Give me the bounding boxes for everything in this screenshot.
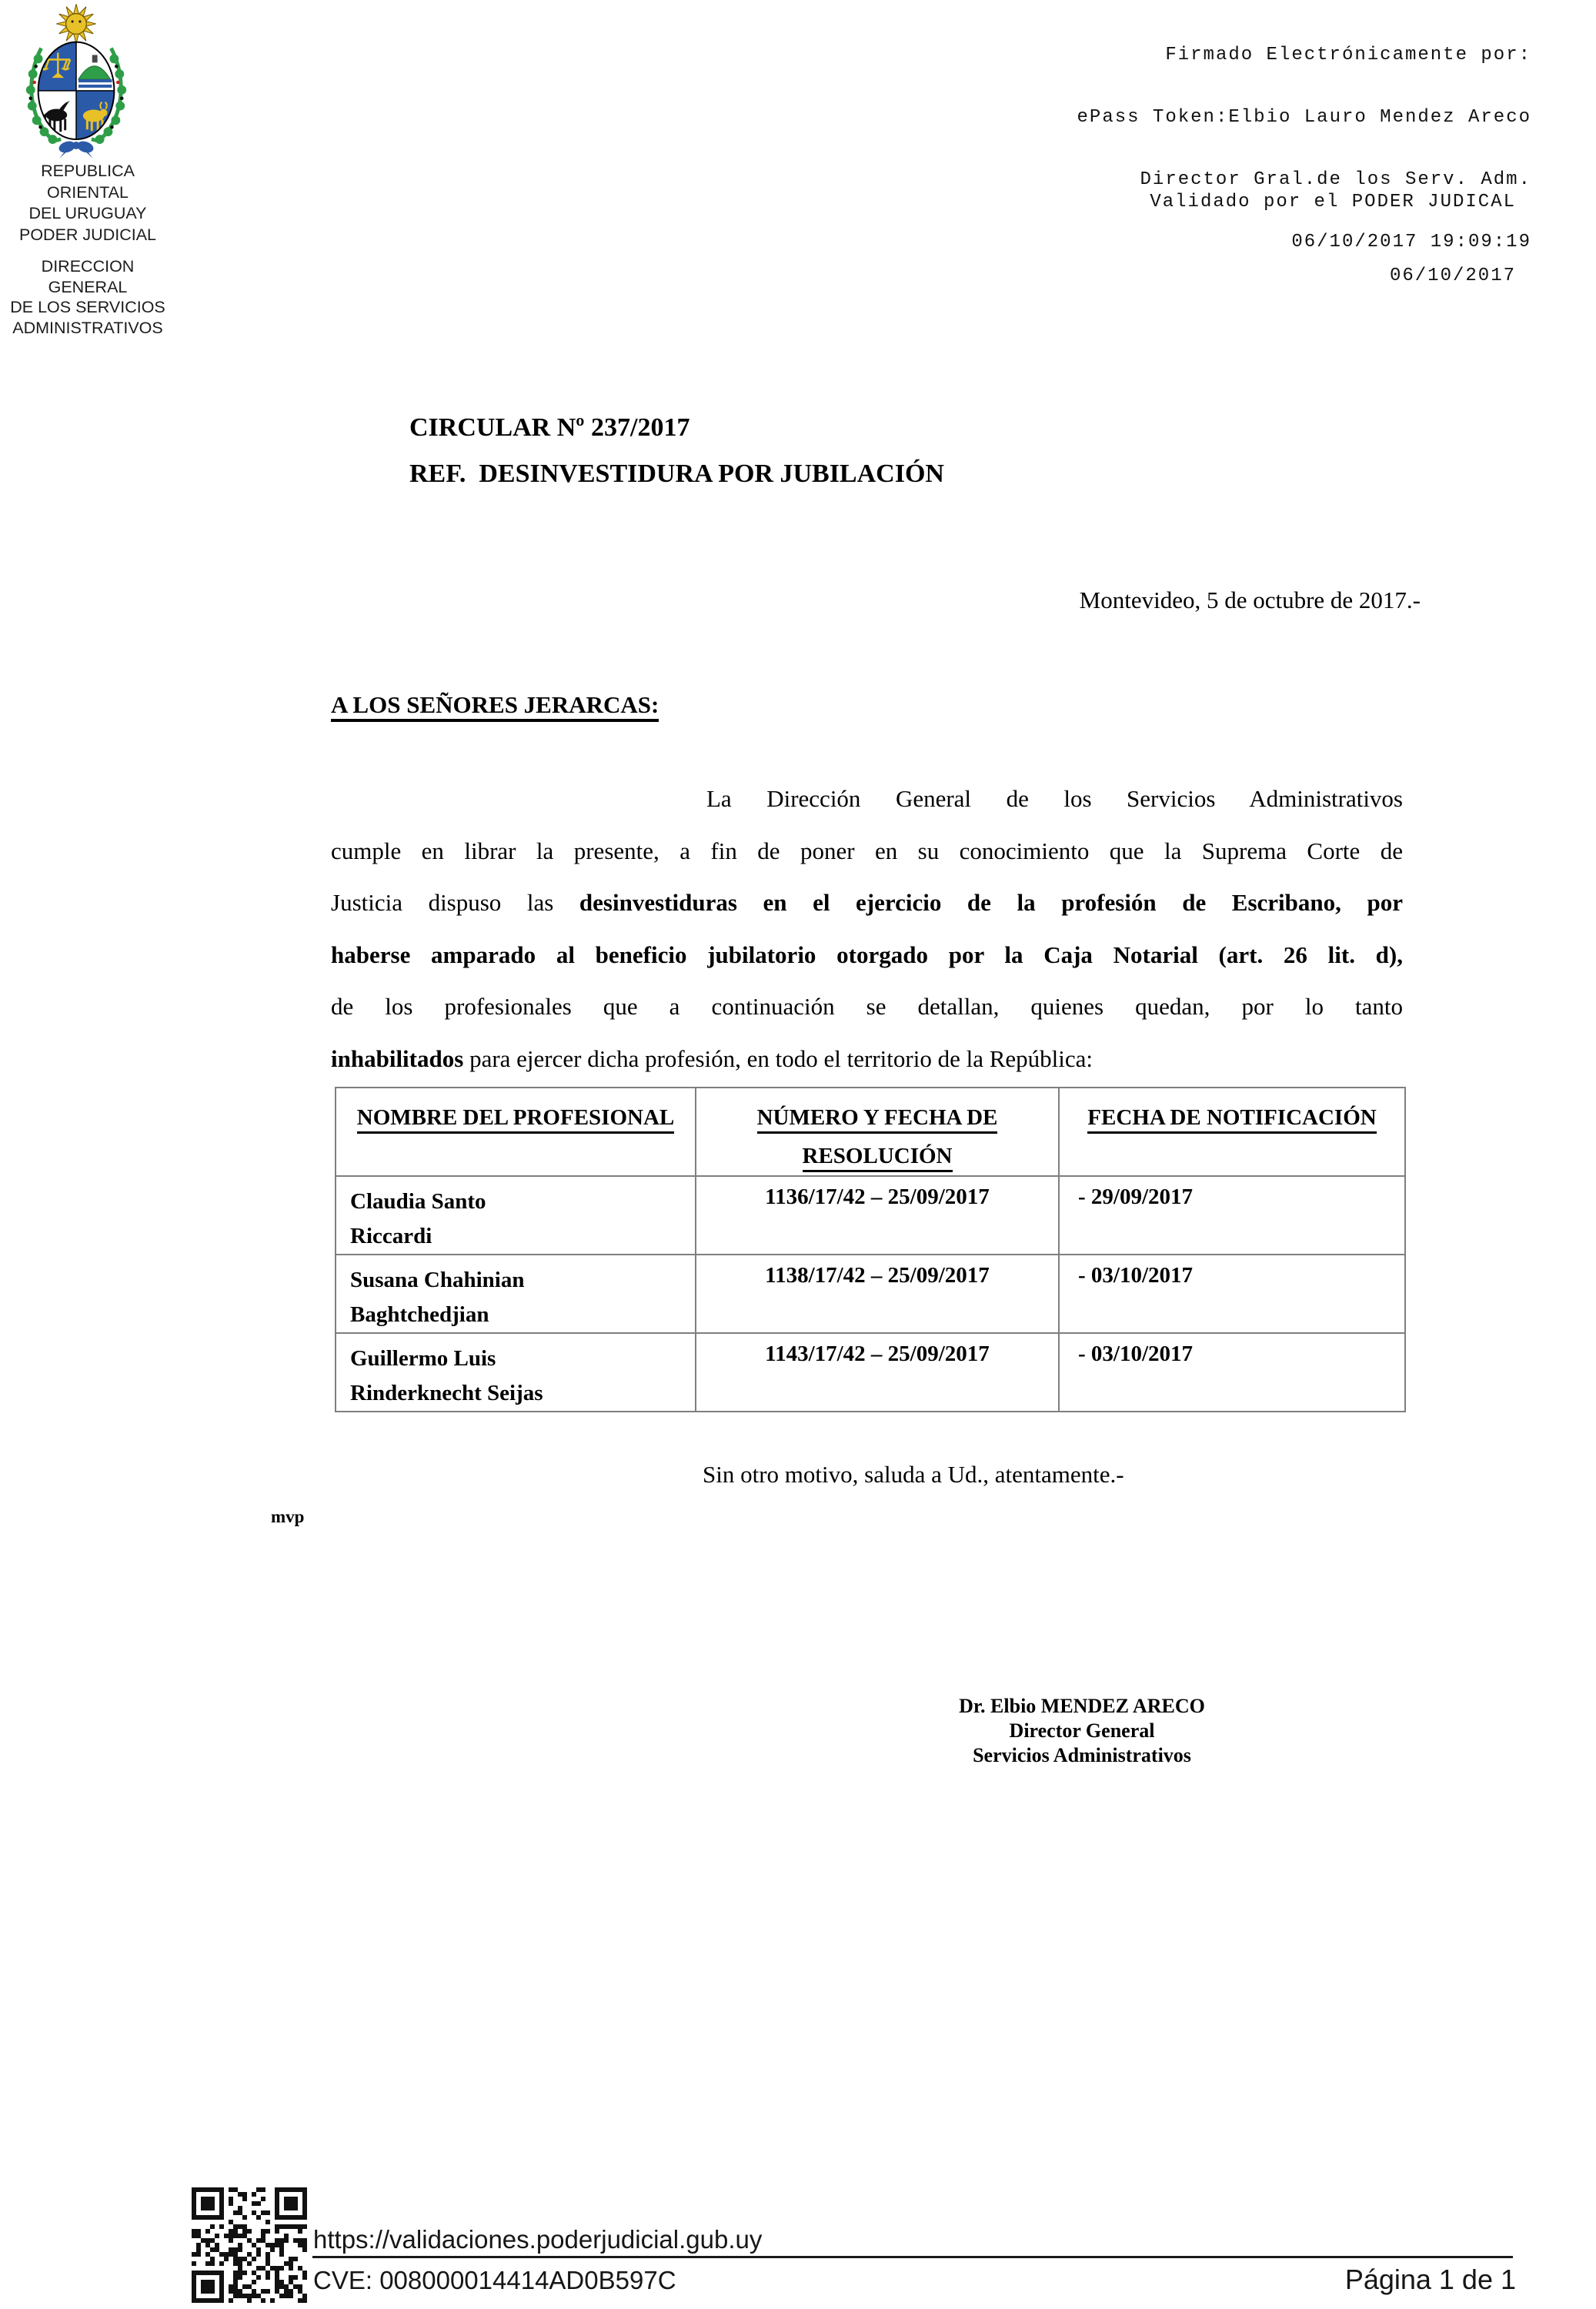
validation-url-link[interactable]: https://validaciones.poderjudicial.gub.uy bbox=[313, 2225, 763, 2254]
column-header-notification: FECHA DE NOTIFICACIÓN bbox=[1059, 1088, 1405, 1176]
esign-line: ePass Token:Elbio Lauro Mendez Areco bbox=[1077, 107, 1531, 128]
typist-initials: mvp bbox=[271, 1507, 305, 1526]
esign-line: 06/10/2017 19:09:19 bbox=[1291, 232, 1531, 252]
cell-resolution: 1138/17/42 – 25/09/2017 bbox=[696, 1255, 1059, 1333]
dateline: Montevideo, 5 de octubre de 2017.- bbox=[1079, 586, 1421, 613]
body-paragraph bbox=[331, 773, 1403, 1084]
footer-divider bbox=[312, 2256, 1513, 2258]
cell-professional-name: Guillermo Luis Rinderknecht Seijas bbox=[336, 1333, 696, 1412]
signer-office: Servicios Administrativos bbox=[973, 1744, 1191, 1766]
body-line: La Dirección General de los Servicios Administrativos bbox=[706, 785, 1403, 812]
reference-subject: REF. DESINVESTIDURA POR JUBILACIÓN bbox=[409, 459, 944, 488]
validation-line: 06/10/2017 bbox=[1389, 266, 1516, 286]
cve-code: CVE: 008000014414AD0B597C bbox=[313, 2266, 676, 2294]
letterhead-division-line: ADMINISTRATIVOS bbox=[12, 318, 163, 337]
letterhead-division bbox=[0, 256, 175, 338]
body-line: Justicia dispuso las desinvestiduras en el ejercicio de la profesión de Escribano, por bbox=[331, 889, 1403, 916]
circular-number-title: CIRCULAR Nº 237/2017 bbox=[409, 413, 690, 442]
cell-notification: - 03/10/2017 bbox=[1059, 1333, 1405, 1412]
letterhead-division-line: DE LOS SERVICIOS bbox=[10, 298, 165, 316]
uruguay-coat-of-arms-icon bbox=[15, 0, 137, 163]
qr-code bbox=[192, 2187, 307, 2303]
cell-professional-name: Claudia Santo Riccardi bbox=[336, 1176, 696, 1255]
table-row bbox=[336, 1255, 1405, 1333]
esign-line: Director Gral.de los Serv. Adm. bbox=[1140, 169, 1531, 190]
column-header-name: NOMBRE DEL PROFESIONAL bbox=[336, 1088, 696, 1176]
letterhead-org-line: REPUBLICA ORIENTAL bbox=[41, 162, 135, 202]
cell-notification: - 29/09/2017 bbox=[1059, 1176, 1405, 1255]
letterhead-org-line: DEL URUGUAY bbox=[28, 204, 147, 222]
letterhead-org-line: PODER JUDICIAL bbox=[18, 225, 156, 244]
signature-block bbox=[851, 1694, 1313, 1768]
letterhead-division-line: DIRECCION GENERAL bbox=[41, 257, 135, 296]
letterhead-org bbox=[0, 161, 175, 246]
body-line: cumple en librar la presente, a fin de poner en su conocimiento que la Suprema Corte de bbox=[331, 837, 1403, 864]
body-line: inhabilitados para ejercer dicha profesión, en todo el territorio de la República: bbox=[331, 1044, 1093, 1072]
professionals-table bbox=[335, 1087, 1406, 1412]
salutation: A LOS SEÑORES JERARCAS: bbox=[331, 691, 659, 719]
validation-line: Validado por el PODER JUDICAL bbox=[1150, 192, 1516, 212]
validation-stamp bbox=[1150, 141, 1516, 338]
table-row bbox=[336, 1176, 1405, 1255]
cell-resolution: 1136/17/42 – 25/09/2017 bbox=[696, 1176, 1059, 1255]
column-header-resolution: NÚMERO Y FECHA DE RESOLUCIÓN bbox=[696, 1088, 1059, 1176]
esign-line: Firmado Electrónicamente por: bbox=[1165, 45, 1531, 65]
closing-line: Sin otro motivo, saluda a Ud., atentamente.- bbox=[703, 1461, 1124, 1488]
body-line: haberse amparado al beneficio jubilatorio otorgado por la Caja Notarial (art. 26 lit. d), bbox=[331, 941, 1403, 968]
cell-resolution: 1143/17/42 – 25/09/2017 bbox=[696, 1333, 1059, 1412]
cell-notification: - 03/10/2017 bbox=[1059, 1255, 1405, 1333]
table-row bbox=[336, 1333, 1405, 1412]
body-line: de los profesionales que a continuación se detallan, quienes quedan, por lo tanto bbox=[331, 993, 1403, 1020]
page-number: Página 1 de 1 bbox=[1344, 2264, 1516, 2295]
cell-professional-name: Susana Chahinian Baghtchedjian bbox=[336, 1255, 696, 1333]
signer-title: Director General bbox=[1009, 1719, 1155, 1742]
signer-name: Dr. Elbio MENDEZ ARECO bbox=[959, 1695, 1205, 1717]
table-header-row bbox=[336, 1088, 1405, 1176]
